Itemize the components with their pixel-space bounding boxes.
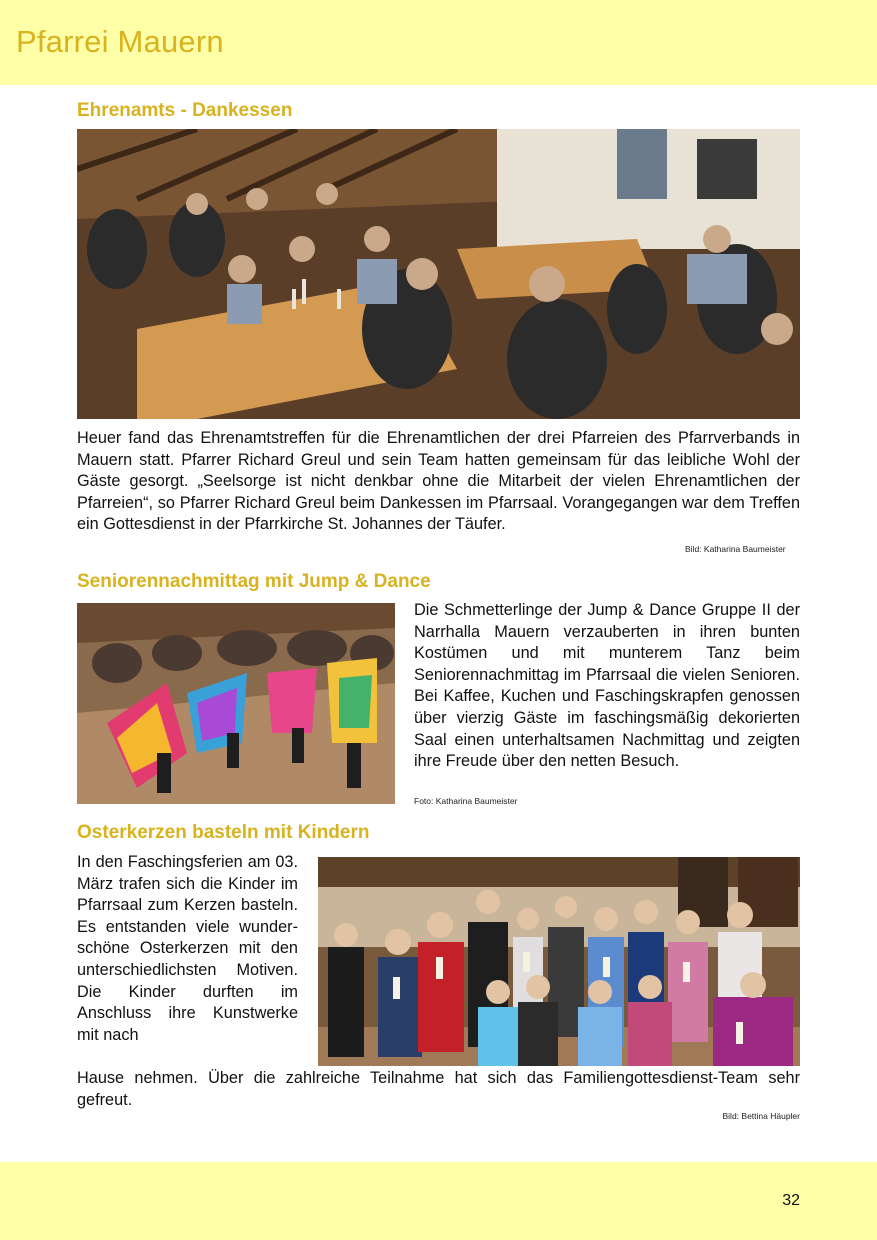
page-number: 32 [782, 1192, 800, 1209]
text-butterfly-dance: Die Schmetterlinge der Jump & Dance Gruppe II der Narrhalla Mauern verzauberten in ihren bunten Kostümen und mit munterem Tanz beim Seniorennachmittag im Pfarrsaal die vielen Senioren. Bei Kaffee, Kuchen und Faschingskrapfen genossen über vierzig Gäste im faschingsmäßig dekorierten Saal einen unterhaltsamen Nachmittag und zeigten ihre Freude über den netten Besuch. [414, 601, 800, 771]
heading-seniorennachmittag: Seniorennachmittag mit Jump & Dance [77, 571, 431, 592]
credit-easter-candles: Bild: Bettina Häupler [722, 1111, 800, 1121]
footer-band [0, 1162, 877, 1240]
page-title: Pfarrei Mauern [16, 24, 224, 59]
credit-volunteer-dinner: Bild: Katharina Baumeister [685, 544, 786, 554]
photo-butterfly-dance [77, 603, 395, 804]
text-easter-candles-full: Hause nehmen. Über die zahlreiche Teilnahme hat sich das Familiengottesdienst-Team sehr gefreut. [77, 1069, 800, 1109]
heading-ehrenamts-dankessen: Ehrenamts - Dankessen [77, 100, 293, 121]
photo-easter-candles [318, 857, 800, 1066]
heading-osterkerzen: Osterkerzen basteln mit Kindern [77, 822, 370, 843]
text-volunteer-dinner: Heuer fand das Ehrenamtstreffen für die Ehrenamtlichen der drei Pfarreien des Pfarrverbands in Mauern statt. Pfarrer Richard Greul und sein Team hatten gemeinsam für das leibliche Wohl der Gäste gesorgt. „Seelsorge ist nicht denkbar ohne die Mitarbeit der vielen Ehrenamtlichen der Pfarreien“, so Pfarrer Richard Greul beim Dankessen im Pfarrsaal. Vorangegangen war dem Treffen ein Gottesdienst in der Pfarrkirche St. Johannes der Täufer. [77, 429, 800, 534]
photo-volunteer-dinner [77, 129, 800, 419]
text-easter-candles-left: In den Faschingsferien am 03. März trafen sich die Kinder im Pfarrsaal zum Kerzen basteln. Es entstanden viele wunder-schöne Osterkerzen mit den unterschiedlichsten Motiven. Die Kinder durften im Anschluss ihre Kunstwerke mit nach [77, 853, 298, 1044]
credit-butterfly-dance: Foto: Katharina Baumeister [414, 796, 518, 806]
